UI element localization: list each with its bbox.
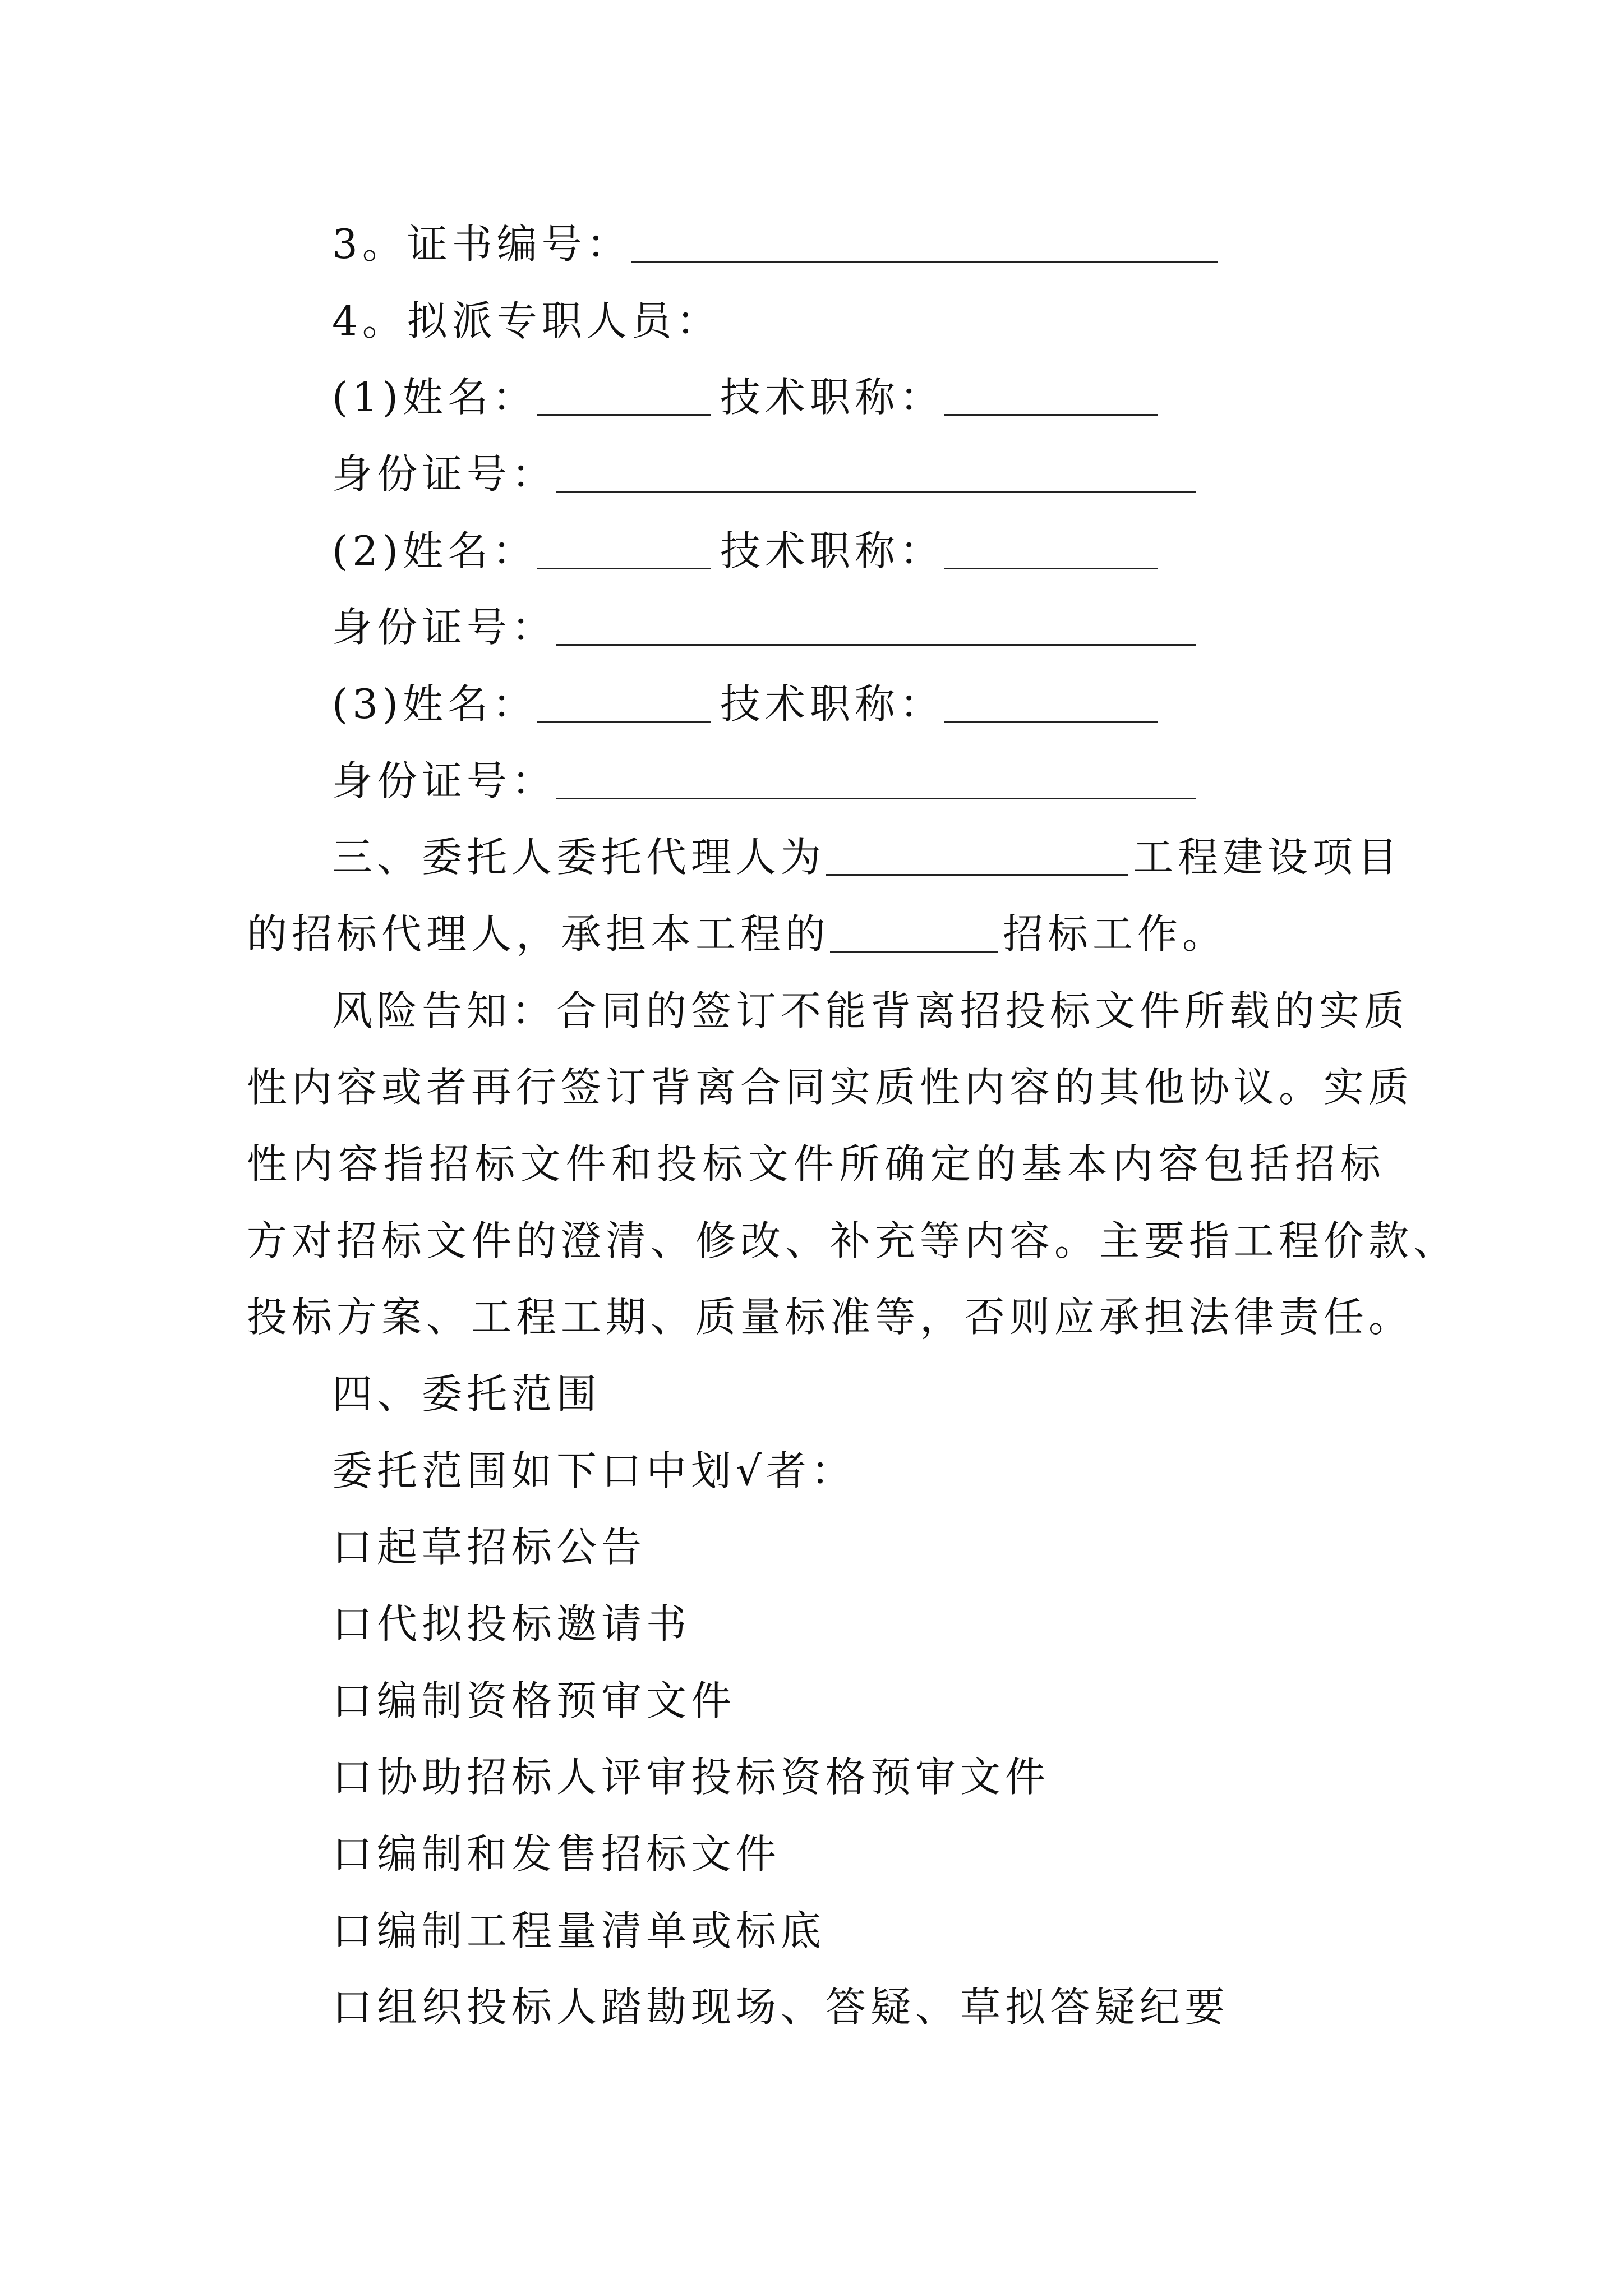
staff-1-id-label: 身份证号： (332, 450, 557, 498)
staff-3-id-label: 身份证号： (332, 757, 557, 804)
section-4-intro: 委托范围如下口中划√者： (332, 1447, 856, 1494)
staff-1-name-blank[interactable] (537, 375, 711, 416)
staff-3-name-label: (3)姓名： (332, 680, 537, 728)
section-3-part-4: 招标工作。 (1003, 910, 1228, 958)
staff-2-id-line (332, 599, 1196, 655)
staff-2-title-label: 技术职称： (720, 527, 945, 574)
risk-line-1: 风险告知：合同的签订不能背离招投标文件所载的实质 (332, 987, 1409, 1034)
staff-2-id-blank[interactable] (556, 605, 1196, 646)
section-3-line-1 (332, 829, 1402, 885)
scope-item[interactable]: 口代拟投标邀请书 (332, 1600, 691, 1648)
staff-3-title-label: 技术职称： (720, 680, 945, 728)
staff-1-title-blank[interactable] (944, 375, 1158, 416)
scope-item[interactable]: 口编制和发售招标文件 (332, 1830, 781, 1878)
scope-item[interactable]: 口组织投标人踏勘现场、答疑、草拟答疑纪要 (332, 1984, 1230, 2031)
staff-3-name-blank[interactable] (537, 682, 711, 723)
cert-number-blank[interactable] (631, 222, 1218, 263)
cert-number-label: 3。证书编号： (332, 220, 631, 268)
risk-line-2: 性内容或者再行签订背离合同实质性内容的其他协议。实质 (247, 1064, 1414, 1111)
section-3-part-1: 三、委托人委托代理人为 (332, 834, 826, 881)
tender-type-blank[interactable] (830, 912, 998, 953)
scope-item[interactable]: 口协助招标人评审投标资格预审文件 (332, 1754, 1050, 1801)
project-name-blank[interactable] (826, 835, 1128, 876)
section-4-heading: 四、委托范围 (332, 1370, 602, 1418)
risk-line-4: 方对招标文件的澄清、修改、补充等内容。主要指工程价款、 (247, 1217, 1459, 1264)
staff-2-id-label: 身份证号： (332, 604, 557, 651)
risk-line-5: 投标方案、工程工期、质量标准等，否则应承担法律责任。 (247, 1294, 1414, 1341)
section-3-part-2: 工程建设项目 (1133, 834, 1403, 881)
staff-3-id-line (332, 753, 1196, 809)
cert-number-line (332, 216, 1218, 272)
staff-3-title-blank[interactable] (944, 682, 1158, 723)
section-3-part-3: 的招标代理人，承担本工程的 (247, 910, 831, 958)
staff-1-name-label: (1)姓名： (332, 374, 537, 421)
scope-item[interactable]: 口编制资格预审文件 (332, 1677, 736, 1724)
staff-2-title-blank[interactable] (944, 528, 1158, 569)
staff-1-title-label: 技术职称： (720, 374, 945, 421)
section-3-line-2 (247, 906, 1227, 962)
staff-2-name-label: (2)姓名： (332, 527, 537, 574)
scope-item[interactable]: 口起草招标公告 (332, 1524, 647, 1571)
staff-3-name-line (332, 676, 1158, 732)
staff-2-name-line (332, 523, 1158, 579)
risk-line-3: 性内容指招标文件和投标文件所确定的基本内容包括招标 (247, 1140, 1385, 1188)
staff-1-name-line (332, 369, 1158, 425)
staff-2-name-blank[interactable] (537, 528, 711, 569)
staff-heading: 4。拟派专职人员： (332, 297, 721, 344)
staff-1-id-blank[interactable] (556, 452, 1196, 493)
staff-3-id-blank[interactable] (556, 758, 1196, 799)
scope-item[interactable]: 口编制工程量清单或标底 (332, 1907, 826, 1954)
staff-1-id-line (332, 446, 1196, 502)
